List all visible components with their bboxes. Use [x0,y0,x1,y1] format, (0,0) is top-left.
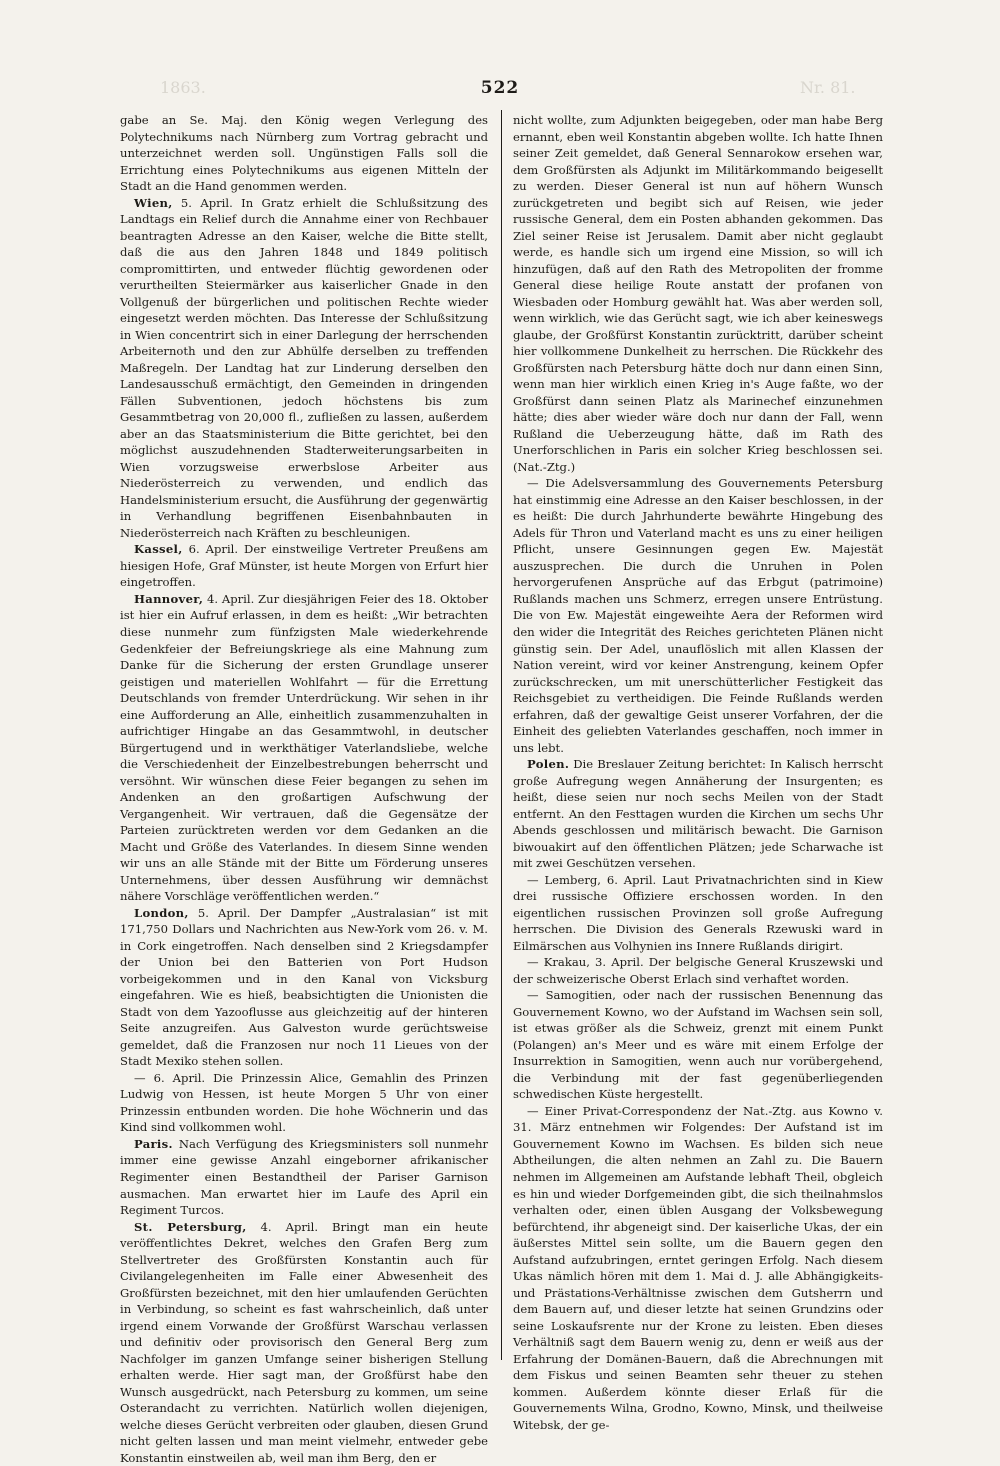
article-paragraph [120,112,488,195]
paragraph-text: — Krakau, 3. April. Der belgische General Kruszewski und der schweizerische Oberst Erlach sind verhaftet worden. [513,955,883,986]
left-column [120,112,489,1465]
article-paragraph [120,195,488,542]
paragraph-text: — Die Adelsversammlung des Gouvernements Petersburg hat einstimmig eine Adresse an den Kaiser beschlossen, in der es heißt: Die durch Jahrhunderte bewährte Hingebung des Adels für Thron und Vaterland macht es uns zu einer heiligen Pflicht, unsere Gesinnungen gegen Ew. Majestät auszusprechen. Die durch die Unruhen in Polen hervorgerufenen Ansprüche auf das Erbgut (patrimoine) Rußlands machen uns Schmerz, erregen unsere Entrüstung. Die von Ew. Majestät eingeweihte Aera der Reformen wird den wider die Integrität des Reiches gerichteten Plänen nicht günstig sein. Der Adel, unauflöslich mit allen Klassen der Nation vereint, wird vor keiner Anstrengung, keinem Opfer zurückschrecken, um mit unerschütterlicher Festigkeit das Reichsgebiet zu vertheidigen. Die Feinde Rußlands werden erfahren, daß der gewaltige Geist unserer Vorfahren, der die Einheit des geliebten Vaterlandes geschaffen, noch immer in uns lebt. [513,476,883,755]
paragraph-text: gabe an Se. Maj. den König wegen Verlegung des Polytechnikums nach Nürnberg zum Vortrag gebracht und unterzeichnet werden soll. Ungünstigen Falls soll die Errichtung eines Polytechnikums aus eigenen Mitteln der Stadt an die Hand genommen werden. [120,113,488,194]
bleed-through-text-left: 1863. [160,78,206,97]
paragraph-text: 5. April. Der Dampfer „Australasian“ ist mit 171,750 Dollars und Nachrichten aus New-York vom 26. v. M. in Cork eingetroffen. Nach denselben sind 2 Kriegsdampfer der Union bei den Batterien von Port Hudson vorbeigekommen und in den Kanal von Vicksburg eingefahren. Wie es hieß, beabsichtigten die Unionisten die Stadt von dem Yazooflusse aus gleichzeitig auf der hinteren Seite anzugreifen. Aus Galveston wurde gerüchtsweise gemeldet, daß die Franzosen nur noch 11 Lieues von der Stadt Mexiko stehen sollen. [120,905,489,1069]
article-paragraph [513,872,883,955]
paragraph-text: nicht wollte, zum Adjunkten beigegeben, oder man habe Berg ernannt, eben weil Konstantin abgeben wollte. Ich hatte Ihnen seiner Zeit gemeldet, daß General Sennarokow ersehen war, dem Großfürsten als Adjunkt im Militärkommando beigesellt zu werden. Dieser General ist nun auf höhern Wunsch zurückgetreten und begibt sich auf Reisen, wie jeder russische General, dem ein Posten abhanden gekommen. Das Ziel seiner Reise ist Jerusalem. Damit aber nicht geglaubt werde, es handle sich um irgend eine Mission, so will ich hinzufügen, daß auf den Rath des Metropoliten der fromme General diese heilige Route anstatt der profanen von Wiesbaden oder Homburg gewählt hat. Was aber werden soll, wenn wirklich, wie das Gerücht sagt, wie ich aber keineswegs glaube, der Großfürst Konstantin zurücktritt, darüber scheint hier vollkommene Dunkelheit zu herrschen. Die Rückkehr des Großfürsten nach Petersburg hätte doch nur dann einen Sinn, wenn man hier wirklich einen Krieg in's Auge faßte, wo der Großfürst dann seinen Platz als Marinechef einzunehmen hätte; dies aber wieder wäre doch nur dann der Fall, wenn Rußland die Ueberzeugung hätte, daß im Rath des Unerforschlichen in Paris ein solcher Krieg beschlossen sei. (Nat.-Ztg.) [513,113,883,474]
article-paragraph [513,475,883,756]
article-paragraph [513,1103,883,1433]
paragraph-text: — Samogitien, oder nach der russischen Benennung das Gouvernement Kowno, wo der Aufstand im Wachsen sein soll, ist etwas größer als die Schweiz, grenzt mit einem Punkt (Polangen) an's Meer und es wäre mit einem Erfolge der Insurrektion in Samogitien, wenn auch nur vorübergehend, die Verbindung mit der fast gegenüberliegenden schwedischen Küste hergestellt. [513,988,883,1102]
paragraph-text: — Lemberg, 6. April. Laut Privatnachrichten sind in Kiew drei russische Offiziere erschossen worden. In den eigentlichen russischen Provinzen soll große Aufregung herrschen. Die Division des Generals Rzewuski ward in Eilmärschen aus Volhynien ins Innere Rußlands dirigirt. [513,872,883,953]
dateline: London, [134,905,189,920]
right-column [513,112,884,1432]
article-paragraph [513,756,883,872]
paragraph-text: 5. April. In Gratz erhielt die Schlußsitzung des Landtags ein Relief durch die Annahme einer von Rechbauer beantragten Adresse an den Kaiser, welche die Bitte stellt, daß die aus den Jahren 1848 und 1849 politisch compromittirten, und entweder flüchtig gewordenen oder verurtheilten Steiermärker aus kaiserlicher Gnade in den Vollgenuß der bürgerlichen und politischen Rechte wieder eingesetzt werden möchten. Das Interesse der Schlußsitzung in Wien concentrirt sich in einer Darlegung der herrschenden Arbeiternoth und den zur Abhülfe derselben zu treffenden Maßregeln. Der Landtag hat zur Linderung derselben den Landesausschuß ermächtigt, den Gemeinden in dringenden Fällen Subventionen, jedoch höchstens bis zum Gesammtbetrag von 20,000 fl., zufließen zu lassen, außerdem aber an das Staatsministerium die Bitte gerichtet, bei den möglichst auszudehnenden Stadterweiterungsarbeiten in Wien vorzugsweise erwerbslose Arbeiter aus Niederösterreich zu verwenden, und endlich das Handelsministerium ersucht, die Ausführung der gegenwärtig in Verhandlung begriffenen Eisenbahnbauten in Niederösterreich nach Kräften zu beschleunigen. [120,195,489,540]
paragraph-text: Die Breslauer Zeitung berichtet: In Kalisch herrscht große Aufregung wegen Annäherung der Insurgenten; es heißt, diese seien nur noch sechs Meilen von der Stadt entfernt. An den Festtagen wurden die Kirchen um sechs Uhr Abends geschlossen und militärisch bewacht. Die Garnison biwouakirt auf den öffentlichen Plätzen; jede Scharwache ist mit zwei Geschützen versehen. [513,757,884,871]
paragraph-text: 4. April. Zur diesjährigen Feier des 18. Oktober ist hier ein Aufruf erlassen, in dem es heißt: „Wir betrachten diese nunmehr zum fünfzigsten Male wiederkehrende Gedenkfeier der Befreiungskriege als eine Mahnung zum Danke für die Sicherung der ersten Grundlage unserer geistigen und materiellen Wohlfahrt — für die Errettung Deutschlands von fremder Unterdrückung. Wir sehen in ihr eine Aufforderung an Alle, einheitlich zusammenzuhalten in aufrichtiger Hingabe an das Gesammtwohl, in deutscher Bürgertugend und in werkthätiger Vaterlandsliebe, welche die Verschiedenheit der Einzelbestrebungen beherrscht und versöhnt. Wir wünschen diese Feier begangen zu sehen im Andenken an den großartigen Aufschwung der Vergangenheit. Wir vertrauen, daß die Gegensätze der Parteien zurücktreten werden vor dem Gedanken an die Macht und Größe des Vaterlandes. In diesem Sinne wenden wir uns an alle Stände mit der Bitte um Förderung unseres Unternehmens, über dessen Ausführung wir demnächst nähere Vorschläge veröffentlichen werden.“ [120,591,489,904]
dateline: Wien, [134,195,173,210]
bleed-through-text-right: Nr. 81. [800,78,856,97]
dateline: Kassel, [134,542,183,557]
dateline: Paris. [134,1136,173,1151]
paragraph-text: 4. April. Bringt man ein heute veröffentlichtes Dekret, welches den Grafen Berg zum Stellvertreter des Großfürsten Konstantin auch für Civilangelegenheiten im Falle einer Abwesenheit des Großfürsten bezeichnet, mit den hier umlaufenden Gerüchten in Verbindung, so scheint es fast wahrscheinlich, daß unter irgend einem Vorwande der Großfürst Warschau verlassen und definitiv oder provisorisch den General Berg zum Nachfolger im ganzen Umfange seiner bisherigen Stellung erhalten werde. Hier sagt man, der Großfürst habe den Wunsch ausgedrückt, nach Petersburg zu kommen, um seine Osterandacht zu verrichten. Natürlich wollen diejenigen, welche dieses Gerücht verbreiten oder glauben, diesen Grund nicht gelten lassen und man meint vielmehr, entweder gebe Konstantin einstweilen ab, weil man ihm Berg, den er [120,1219,489,1465]
article-paragraph [120,591,488,905]
article-paragraph [120,1070,488,1136]
paragraph-text: — 6. April. Die Prinzessin Alice, Gemahlin des Prinzen Ludwig von Hessen, ist heute Morgen 5 Uhr von einer Prinzessin entbunden worden. Die hohe Wöchnerin und das Kind sind vollkommen wohl. [120,1070,488,1135]
page-number: 522 [480,78,520,98]
article-paragraph [120,541,488,591]
article-paragraph [513,954,883,987]
paragraph-text: 6. April. Der einstweilige Vertreter Preußens am hiesigen Hofe, Graf Münster, ist heute Morgen von Erfurt hier eingetroffen. [120,542,488,590]
dateline: Hannover, [134,591,204,606]
dateline: Polen. [527,757,570,772]
article-paragraph [120,1219,488,1466]
dateline: St. Petersburg, [134,1219,247,1234]
article-paragraph [513,987,883,1103]
paragraph-text: Nach Verfügung des Kriegsministers soll nunmehr immer eine gewisse Anzahl eingeborner afrikanischer Regimenter einen Bestandtheil der Pariser Garnison ausmachen. Man erwartet hier im Laufe des April ein Regiment Turcos. [120,1136,489,1218]
article-paragraph [513,112,883,475]
article-paragraph [120,1136,488,1219]
column-divider [501,110,502,1360]
article-paragraph [120,905,488,1070]
paragraph-text: — Einer Privat-Correspondenz der Nat.-Ztg. aus Kowno v. 31. März entnehmen wir Folgendes: Der Aufstand ist im Gouvernement Kowno im Wachsen. Es bilden sich neue Abtheilungen, die alten nehmen an Zahl zu. Die Bauern nehmen im Allgemeinen am Aufstande lebhaft Theil, obgleich es hin und wieder Dorfgemeinden gibt, die sich theilnahmslos verhalten oder, einen üblen Ausgang der Volksbewegung befürchtend, ihr abgeneigt sind. Der kaiserliche Ukas, der ein äußerstes Mittel sein sollte, um die Bauern gegen den Aufstand aufzubringen, erntet geringen Erfolg. Nach diesem Ukas nämlich hören mit dem 1. Mai d. J. alle Abhängigkeits- und Prästations-Verhältnisse zwischen dem Gutsherrn und dem Bauern auf, und dieser letzte hat seinen Grundzins oder seine Loskaufsrente nur der Krone zu leisten. Eben dieses Verhältniß sagt dem Bauern wenig zu, denn er weiß aus der Erfahrung der Domänen-Bauern, daß die Abrechnungen mit dem Fiskus und seinen Beamten sehr theuer zu stehen kommen. Außerdem könnte dieser Erlaß für die Gouvernements Wilna, Grodno, Kowno, Minsk, und theilweise Witebsk, der ge- [513,1103,883,1432]
